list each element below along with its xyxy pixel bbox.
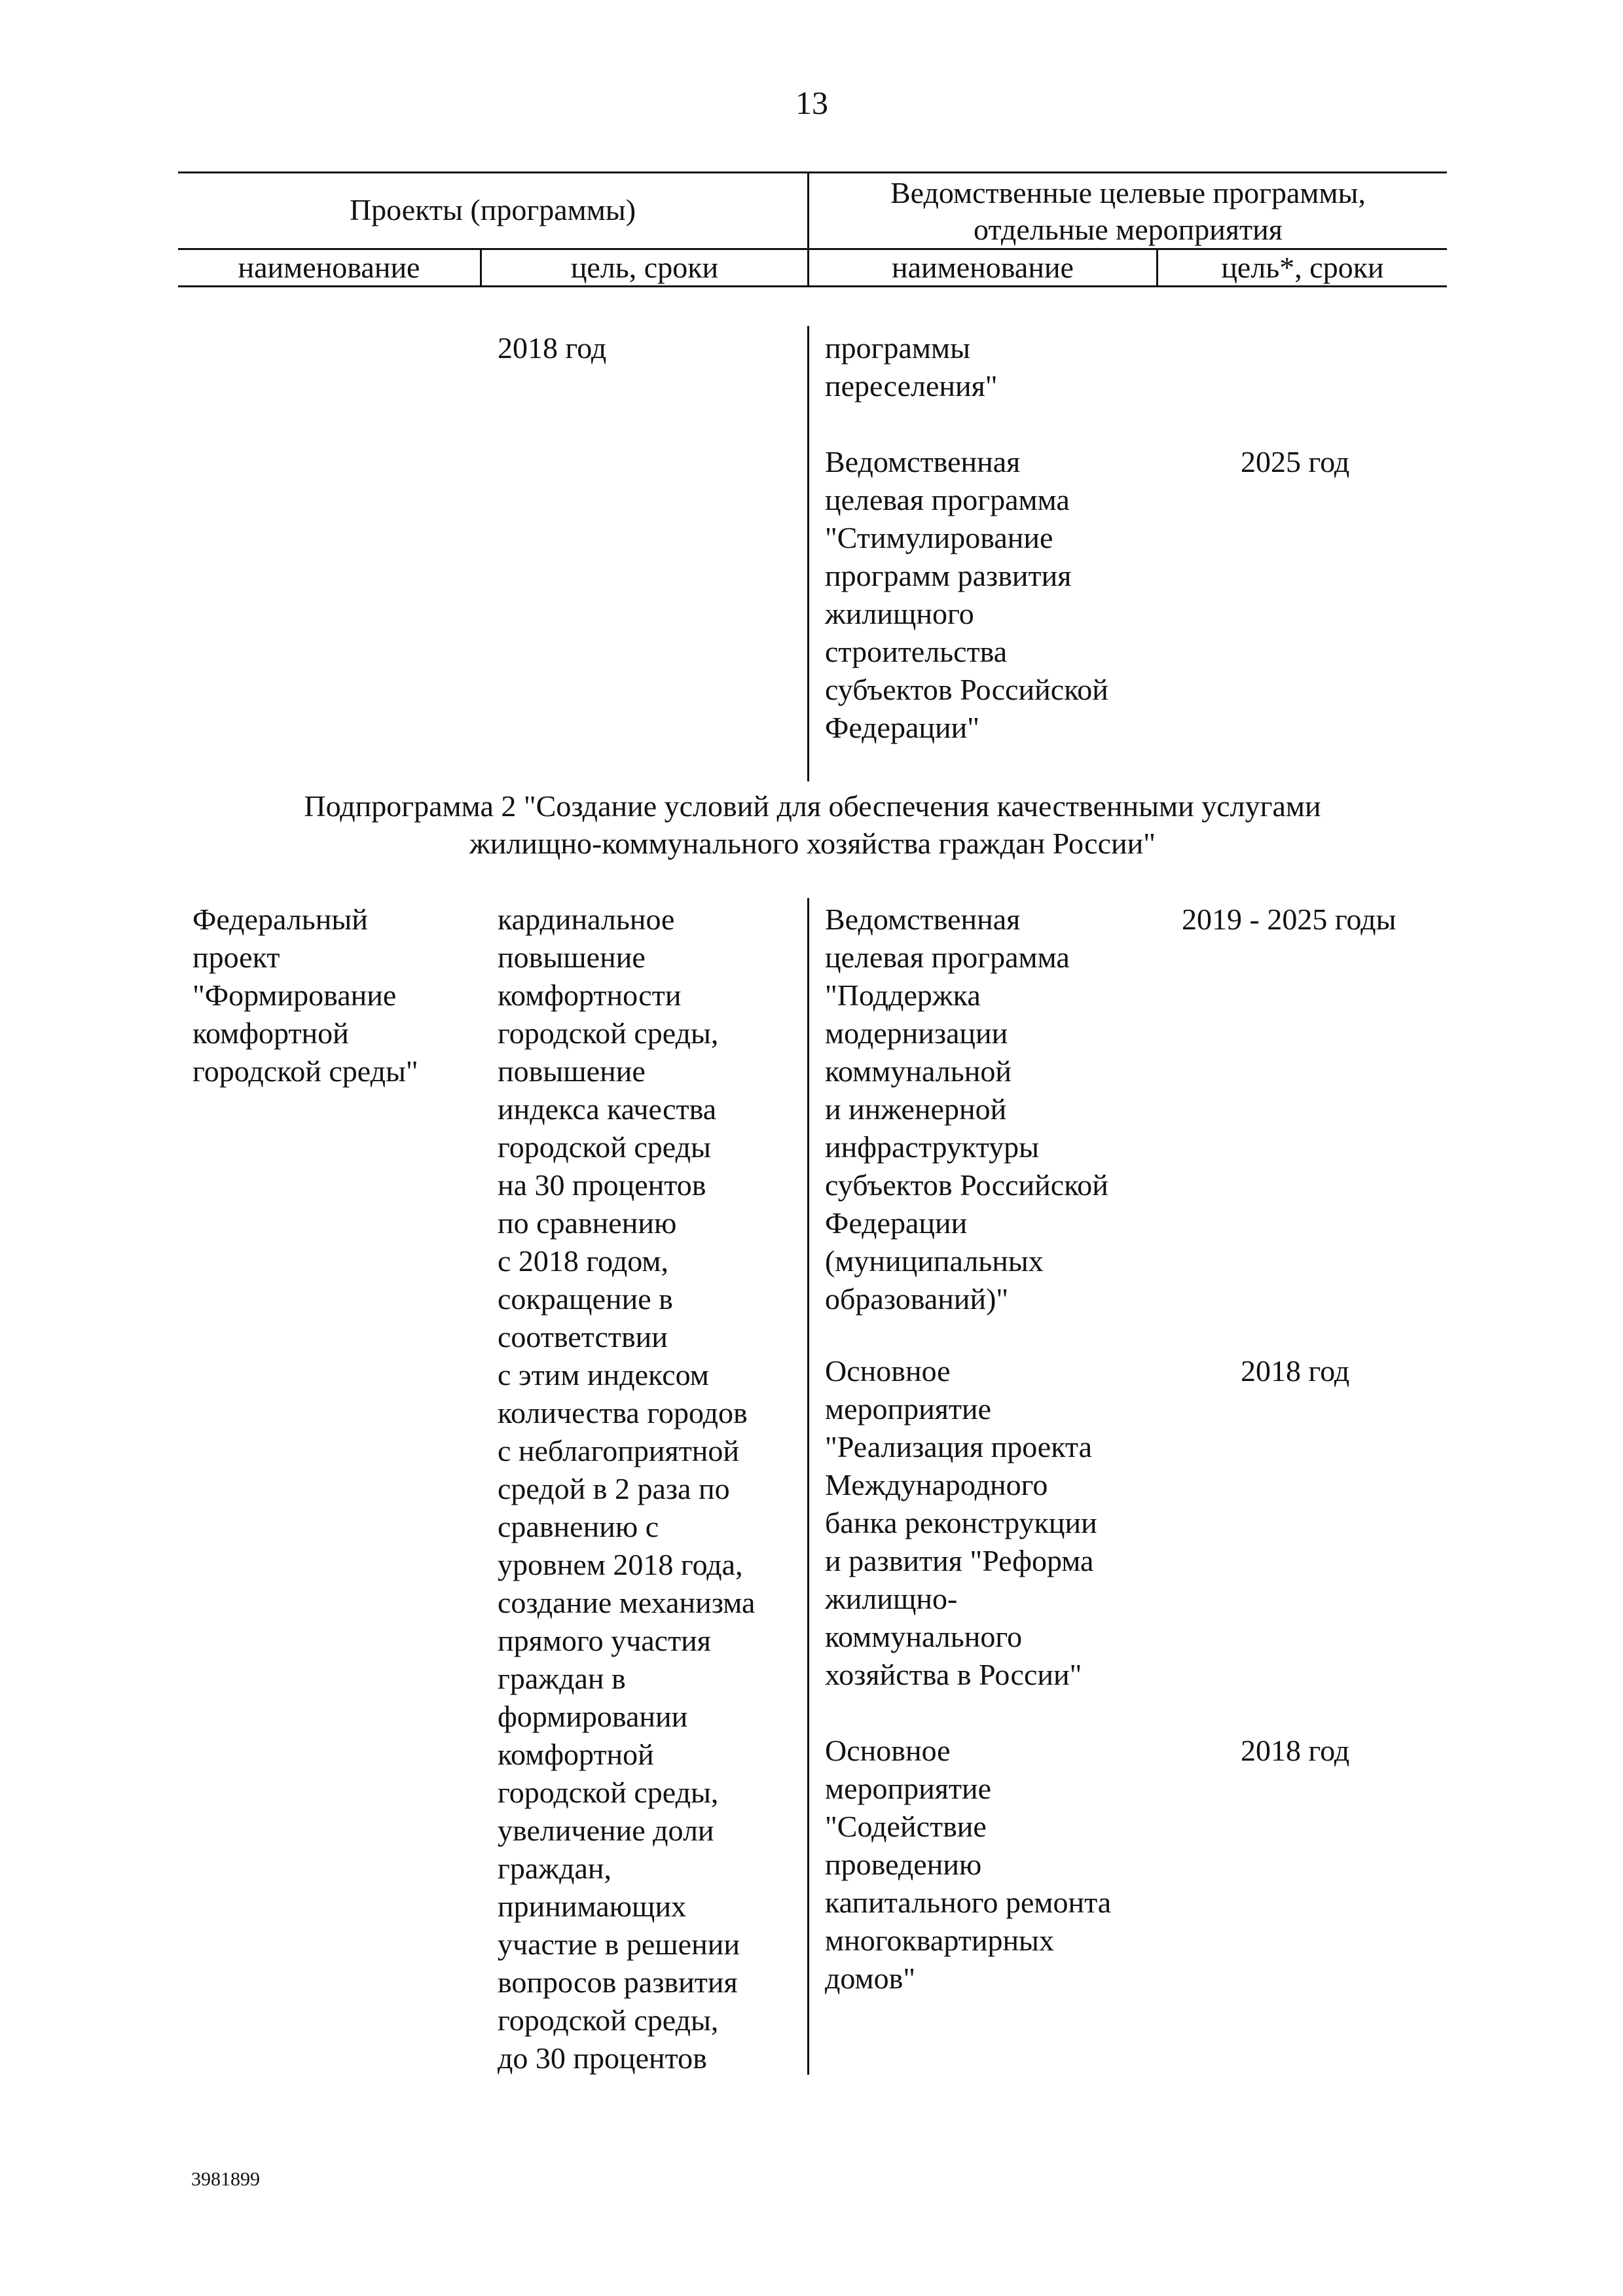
- continuation-program-name: программы переселения": [825, 331, 998, 403]
- program-housing-name: Ведомственная целевая программа "Стимулирование программ развития жилищного строительства субъектов Российской Федерации": [825, 445, 1108, 744]
- subprogram-title-line1: Подпрограмма 2 "Создание условий для обеспечения качественными услугами: [304, 789, 1321, 823]
- header-programs-line1: Ведомственные целевые программы,: [890, 176, 1366, 209]
- project-name: Федеральный проект "Формирование комфортной городской среды": [192, 903, 418, 1088]
- project-goal: кардинальное повышение комфортности городской среды, повышение индекса качества городской среды на 30 процентов по сравнению с 2018 годом, сокращение в соответствии с этим индексом количества городов с неблагоприятной средой в 2 раза по сравнению с уровнем 2018 года, создание механизма прямого участия граждан в формировании комфортной городской среды, увеличение доли граждан, принимающих участие в решении вопросов развития городской среды, до 30 процентов: [498, 903, 756, 2075]
- program-housing-term: 2025 год: [1241, 445, 1350, 478]
- subprogram-column-divider: [807, 898, 809, 2075]
- page-number: 13: [795, 84, 828, 121]
- header-col-goal-1: цель, сроки: [570, 251, 719, 284]
- continuation-term: 2018 год: [498, 331, 607, 365]
- header-col-goal-2: цель*, сроки: [1221, 251, 1384, 284]
- measure-infrastructure-term: 2019 - 2025 годы: [1182, 903, 1396, 936]
- header-projects: Проекты (программы): [349, 193, 636, 226]
- measure-world-bank-term: 2018 год: [1241, 1354, 1350, 1388]
- measure-capital-repair-name: Основное мероприятие "Содействие проведению капитального ремонта многоквартирных домов": [825, 1734, 1112, 1995]
- measure-infrastructure-name: Ведомственная целевая программа "Поддержка модернизации коммунальной и инженерной инфраструктуры субъектов Российской Федерации (муниципальных образований)": [825, 903, 1108, 1316]
- continuation-column-divider: [807, 326, 809, 781]
- measure-capital-repair-term: 2018 год: [1241, 1734, 1350, 1767]
- header-col-name-2: наименование: [892, 251, 1074, 284]
- subprogram-title-line2: жилищно-коммунального хозяйства граждан России": [469, 827, 1156, 860]
- header-col-name-1: наименование: [238, 251, 420, 284]
- header-top-rule: [178, 171, 1447, 173]
- document-id: 3981899: [191, 2168, 260, 2190]
- measure-world-bank-name: Основное мероприятие "Реализация проекта Международного банка реконструкции и развития "Реформа жилищно- коммунального хозяйства в России": [825, 1354, 1097, 1691]
- header-programs-line2: отдельные мероприятия: [974, 213, 1283, 246]
